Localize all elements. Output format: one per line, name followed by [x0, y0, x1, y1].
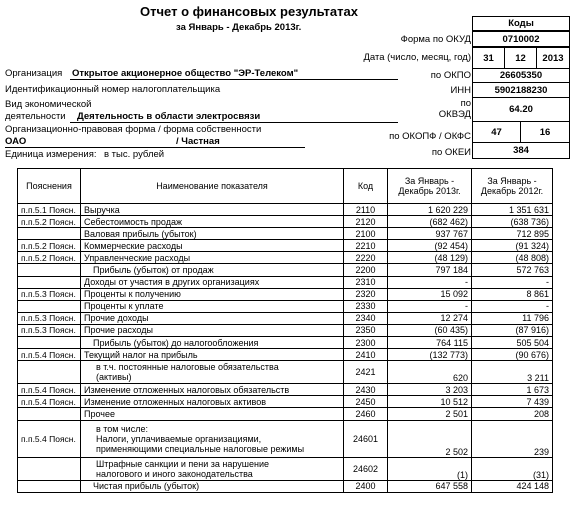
- row-value-2012: -: [472, 276, 553, 288]
- row-value-2013: 2 501: [388, 408, 472, 420]
- row-name-line: в том числе:: [96, 423, 148, 434]
- row-name-line: применяющими специальные налоговые режимы: [96, 443, 305, 454]
- inn-value: 5902188230: [472, 82, 570, 98]
- row-note: п.п.5.2 Поясн.: [18, 216, 81, 228]
- row-code: 2410: [344, 349, 388, 361]
- row-note: [18, 361, 81, 384]
- row-value-2013: 1 620 229: [388, 204, 472, 216]
- row-name: Прочие доходы: [81, 312, 344, 324]
- row-value-2013: (682 462): [388, 216, 472, 228]
- row-note: п.п.5.3 Поясн.: [18, 312, 81, 324]
- row-name: Проценты к получению: [81, 288, 344, 300]
- row-name: Доходы от участия в других организациях: [81, 276, 344, 288]
- header-2012: За Январь - Декабрь 2012г.: [472, 169, 553, 204]
- table-row: [18, 361, 553, 384]
- row-value-2012: 712 895: [472, 228, 553, 240]
- table-row: [18, 204, 553, 216]
- row-note: п.п.5.4 Поясн.: [18, 396, 81, 408]
- form-underline: [5, 147, 305, 148]
- row-code: 2400: [344, 480, 388, 492]
- row-value-2013: 12 274: [388, 312, 472, 324]
- row-value-2012: 3 211: [472, 361, 553, 384]
- row-code: 2100: [344, 228, 388, 240]
- table-row: [18, 480, 553, 492]
- row-code: 2220: [344, 252, 388, 264]
- table-row: [18, 228, 553, 240]
- row-value-2013: (132 773): [388, 349, 472, 361]
- table-row: [18, 216, 553, 228]
- okpo-value: 26605350: [472, 68, 570, 83]
- row-value-2012: -: [472, 300, 553, 312]
- okpo-label: по ОКПО: [430, 70, 471, 81]
- row-value-2012: 505 504: [472, 337, 553, 349]
- row-code: 2421: [344, 361, 388, 384]
- row-name: Себестоимость продаж: [81, 216, 344, 228]
- codes-header: Коды: [472, 16, 570, 31]
- row-name: [81, 361, 344, 384]
- row-value-2013: -: [388, 276, 472, 288]
- row-value-2012: (638 736): [472, 216, 553, 228]
- row-name: Изменение отложенных налоговых активов: [81, 396, 344, 408]
- row-code: 2310: [344, 276, 388, 288]
- row-code: 2430: [344, 384, 388, 396]
- row-code: 2210: [344, 240, 388, 252]
- row-name: Прибыль (убыток) от продаж: [81, 264, 344, 276]
- row-name: Управленческие расходы: [81, 252, 344, 264]
- date-month: 12: [504, 47, 537, 69]
- row-code: 2300: [344, 337, 388, 349]
- date-label: Дата (число, месяц, год): [363, 52, 471, 63]
- org-underline: [70, 79, 398, 80]
- row-name: [81, 420, 344, 457]
- inn-label: Идентификационный номер налогоплательщика: [5, 84, 221, 95]
- row-note: [18, 300, 81, 312]
- row-note: п.п.5.3 Поясн.: [18, 324, 81, 336]
- org-value: Открытое акционерное общество "ЭР-Телеком": [72, 68, 299, 79]
- row-note: п.п.5.1 Поясн.: [18, 204, 81, 216]
- okud-label: Форма по ОКУД: [400, 34, 471, 45]
- row-code: 2340: [344, 312, 388, 324]
- okved-value: 64.20: [472, 97, 570, 122]
- unit-value: в тыс. рублей: [104, 149, 165, 160]
- row-value-2012: (90 676): [472, 349, 553, 361]
- row-value-2012: (48 808): [472, 252, 553, 264]
- report-period: за Январь - Декабрь 2013г.: [176, 22, 302, 33]
- header-notes: Пояснения: [18, 169, 81, 204]
- row-name: Валовая прибыль (убыток): [81, 228, 344, 240]
- table-row: [18, 288, 553, 300]
- row-note: п.п.5.4 Поясн.: [18, 349, 81, 361]
- row-name: [81, 457, 344, 480]
- row-code: 2320: [344, 288, 388, 300]
- row-code: 24601: [344, 420, 388, 457]
- row-value-2012: 1 673: [472, 384, 553, 396]
- row-note: [18, 480, 81, 492]
- row-name: Прибыль (убыток) до налогообложения: [81, 337, 344, 349]
- row-value-2012: 424 148: [472, 480, 553, 492]
- row-value-2013: 937 767: [388, 228, 472, 240]
- row-name-line: Штрафные санкции и пени за нарушение: [96, 458, 269, 469]
- row-code: 2330: [344, 300, 388, 312]
- table-row: [18, 408, 553, 420]
- table-header-row: [18, 169, 553, 204]
- row-name: Текущий налог на прибыль: [81, 349, 344, 361]
- row-name: Прочие расходы: [81, 324, 344, 336]
- row-code: 2350: [344, 324, 388, 336]
- table-row: [18, 396, 553, 408]
- row-note: [18, 264, 81, 276]
- row-value-2013: (1): [388, 457, 472, 480]
- row-value-2013: (48 129): [388, 252, 472, 264]
- row-value-2012: 11 796: [472, 312, 553, 324]
- row-name: Чистая прибыль (убыток): [81, 480, 344, 492]
- table-row: [18, 276, 553, 288]
- table-row: [18, 384, 553, 396]
- table-row: [18, 264, 553, 276]
- row-code: 24602: [344, 457, 388, 480]
- date-day: 31: [472, 47, 505, 69]
- table-row: [18, 337, 553, 349]
- report-title: Отчет о финансовых результатах: [140, 4, 358, 19]
- row-note: п.п.5.4 Поясн.: [18, 420, 81, 457]
- row-code: 2450: [344, 396, 388, 408]
- table-row: [18, 324, 553, 336]
- row-note: п.п.5.3 Поясн.: [18, 288, 81, 300]
- row-name-line: налогового и иного законодательства: [96, 468, 253, 479]
- okopf-label: по ОКОПФ / ОКФС: [389, 131, 471, 142]
- header-code: Код: [344, 169, 388, 204]
- okei-label: по ОКЕИ: [431, 147, 471, 158]
- financial-results-table: [17, 168, 553, 493]
- row-name: Выручка: [81, 204, 344, 216]
- row-code: 2110: [344, 204, 388, 216]
- row-note: [18, 337, 81, 349]
- row-value-2013: 764 115: [388, 337, 472, 349]
- row-value-2013: (60 435): [388, 324, 472, 336]
- okei-value: 384: [472, 142, 570, 159]
- activity-label-1: Вид экономической: [5, 99, 92, 110]
- row-value-2012: 7 439: [472, 396, 553, 408]
- okopf-value: 47: [472, 121, 521, 143]
- row-name-line: (активы): [96, 372, 132, 383]
- okfs-value: 16: [520, 121, 570, 143]
- row-value-2012: 8 861: [472, 288, 553, 300]
- row-value-2012: (31): [472, 457, 553, 480]
- row-name-line: Налоги, уплачиваемые организациями,: [96, 433, 262, 444]
- row-note: п.п.5.2 Поясн.: [18, 240, 81, 252]
- header-2013: За Январь - Декабрь 2013г.: [388, 169, 472, 204]
- row-code: 2460: [344, 408, 388, 420]
- table-row: [18, 420, 553, 457]
- row-value-2012: 239: [472, 420, 553, 457]
- row-note: [18, 408, 81, 420]
- row-name: Проценты к уплате: [81, 300, 344, 312]
- okud-value: 0710002: [472, 31, 570, 47]
- row-value-2013: 15 092: [388, 288, 472, 300]
- table-row: [18, 457, 553, 480]
- unit-label: Единица измерения:: [5, 149, 97, 160]
- row-value-2012: 572 763: [472, 264, 553, 276]
- row-value-2012: 1 351 631: [472, 204, 553, 216]
- row-value-2013: 10 512: [388, 396, 472, 408]
- table-row: [18, 349, 553, 361]
- row-value-2012: (91 324): [472, 240, 553, 252]
- row-name: Прочее: [81, 408, 344, 420]
- inn-code-label: ИНН: [450, 85, 471, 96]
- table-row: [18, 252, 553, 264]
- activity-label-2: деятельности: [5, 111, 66, 122]
- row-name: Изменение отложенных налоговых обязательств: [81, 384, 344, 396]
- table-row: [18, 312, 553, 324]
- header-name: Наименование показателя: [81, 169, 344, 204]
- row-name-line: в т.ч. постоянные налоговые обязательства: [96, 362, 279, 373]
- row-code: 2200: [344, 264, 388, 276]
- date-year: 2013: [536, 47, 570, 69]
- row-name: Коммерческие расходы: [81, 240, 344, 252]
- row-value-2013: 3 203: [388, 384, 472, 396]
- row-value-2012: (87 916): [472, 324, 553, 336]
- activity-underline: [70, 122, 398, 123]
- row-value-2013: -: [388, 300, 472, 312]
- row-note: п.п.5.4 Поясн.: [18, 384, 81, 396]
- form-value-1: ОАО: [5, 136, 27, 147]
- okved-label-2: ОКВЭД: [438, 109, 471, 120]
- form-label: Организационно-правовая форма / форма собственности: [5, 124, 262, 135]
- activity-value: Деятельность в области электросвязи: [77, 111, 261, 122]
- row-value-2013: 2 502: [388, 420, 472, 457]
- row-value-2013: 797 184: [388, 264, 472, 276]
- form-value-2: / Частная: [176, 136, 220, 147]
- row-value-2013: 620: [388, 361, 472, 384]
- row-note: п.п.5.2 Поясн.: [18, 252, 81, 264]
- row-code: 2120: [344, 216, 388, 228]
- row-note: [18, 228, 81, 240]
- table-row: [18, 300, 553, 312]
- row-note: [18, 457, 81, 480]
- row-value-2012: 208: [472, 408, 553, 420]
- row-value-2013: 647 558: [388, 480, 472, 492]
- okved-label-1: по: [460, 98, 471, 109]
- table-row: [18, 240, 553, 252]
- row-value-2013: (92 454): [388, 240, 472, 252]
- row-note: [18, 276, 81, 288]
- org-label: Организация: [5, 68, 63, 79]
